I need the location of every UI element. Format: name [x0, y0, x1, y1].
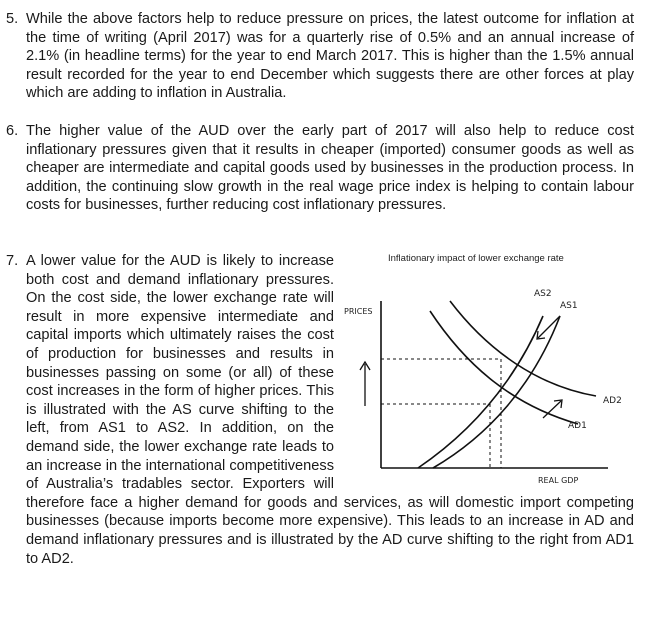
as2-curve: [418, 316, 543, 468]
ad2-curve: [450, 301, 596, 396]
paragraph-number: 7.: [6, 253, 19, 269]
as-ad-diagram: [338, 246, 638, 490]
ad1-label: AD1: [568, 421, 587, 431]
paragraph-text: The higher value of the AUD over the early part of 2017 will also help to reduce cost inflationary pressures given that it results in cheaper (imported) consumer goods as well as cheaper are intermediate and capital goods used by businesses in the production process. In addition, the continuing slow growth in the real wage price index is helping to contain labour costs for businesses, further reducing cost inflationary pressures.: [26, 123, 634, 214]
paragraph-number: 5.: [6, 11, 19, 27]
diagram-title: Inflationary impact of lower exchange rate: [388, 253, 564, 264]
paragraph-text: While the above factors help to reduce pressure on prices, the latest outcome for inflation at the time of writing (April 2017) was for a quarterly rise of 0.5% and an annual increase of 2.1% (in headline terms) for the year to end March 2017. This is higher than the 1.5% annual result recorded for the year to end December which suggests there are other forces at play which are adding to inflation in Australia.: [26, 11, 634, 102]
paragraph-5: [6, 10, 634, 103]
as1-label: AS1: [560, 301, 578, 311]
y-axis-label: PRICES: [344, 307, 373, 316]
x-axis-label: REAL GDP: [538, 476, 579, 485]
paragraph-number: 6.: [6, 123, 19, 139]
paragraph-6: [6, 122, 634, 215]
ad2-label: AD2: [603, 396, 622, 406]
diagram-svg: [338, 246, 638, 490]
as2-label: AS2: [534, 289, 552, 299]
paragraph-text: A lower value for the AUD is likely to increase both cost and demand inflationary pressures. On the cost side, the lower exchange rate will result in more expensive intermediate and capital imports which ultimately raises the cost of production for businesses and results in businesses passing on some (or all) of these cost increases in the form of higher prices. This is illustrated with the AS curve shifting to the left, from AS1 to AS2. In addition, on the demand side, the lower exchange rate leads to an increase in the international competitiveness of Australia’s tradables sector. Exporters will therefore face a higher demand for goods and services, as will domestic import competing businesses (because imports become more expensive). This leads to an increase in AD and demand inflationary pressures and is illustrated by the AD curve shifting to the right from AD1 to AD2.: [26, 253, 634, 567]
